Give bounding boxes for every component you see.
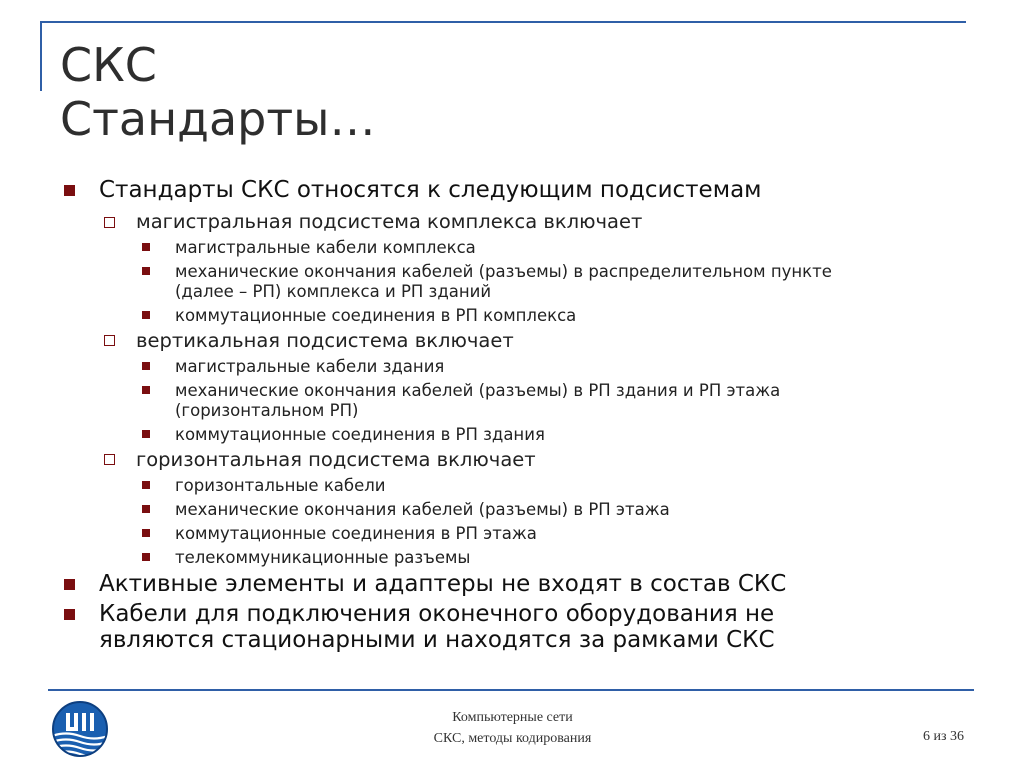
list-item: коммутационные соединения в РП комплекса	[175, 306, 577, 325]
list-item: коммутационные соединения в РП здания	[175, 425, 545, 444]
list-item-continuation: (горизонтальном РП)	[175, 401, 359, 420]
small-square-bullet-icon	[142, 386, 150, 394]
small-square-bullet-icon	[142, 553, 150, 561]
square-bullet-icon	[64, 185, 75, 196]
subsystem-label: горизонтальная подсистема включает	[136, 448, 536, 471]
small-square-bullet-icon	[142, 243, 150, 251]
list-item: магистральные кабели здания	[175, 357, 445, 376]
square-bullet-icon	[64, 579, 75, 590]
hollow-square-bullet-icon	[104, 217, 115, 228]
list-item: механические окончания кабелей (разъемы) в распределительном пункте	[175, 262, 832, 281]
list-item-continuation: (далее – РП) комплекса и РП зданий	[175, 282, 492, 301]
small-square-bullet-icon	[142, 362, 150, 370]
bullet-text-continuation: являются стационарными и находятся за рамками СКС	[99, 627, 775, 653]
title-line-2: Стандарты…	[60, 92, 376, 146]
university-logo-icon	[50, 700, 110, 758]
list-item: коммутационные соединения в РП этажа	[175, 524, 537, 543]
footer-line-1: Компьютерные сети	[452, 710, 573, 725]
bullet-text: Стандарты СКС относятся к следующим подсистемам	[99, 177, 762, 203]
bottom-rule	[48, 689, 974, 691]
small-square-bullet-icon	[142, 430, 150, 438]
footer-course-info	[380, 707, 645, 749]
list-item: механические окончания кабелей (разъемы) в РП этажа	[175, 500, 670, 519]
list-item: горизонтальные кабели	[175, 476, 386, 495]
list-item: магистральные кабели комплекса	[175, 238, 476, 257]
small-square-bullet-icon	[142, 529, 150, 537]
small-square-bullet-icon	[142, 481, 150, 489]
list-item: телекоммуникационные разъемы	[175, 548, 471, 567]
list-item: механические окончания кабелей (разъемы) в РП здания и РП этажа	[175, 381, 781, 400]
subsystem-label: магистральная подсистема комплекса включает	[136, 210, 643, 233]
small-square-bullet-icon	[142, 267, 150, 275]
small-square-bullet-icon	[142, 505, 150, 513]
small-square-bullet-icon	[142, 311, 150, 319]
page-number: 6 из 36	[922, 729, 964, 744]
bullet-text: Кабели для подключения оконечного оборудования не	[99, 601, 775, 627]
hollow-square-bullet-icon	[104, 454, 115, 465]
square-bullet-icon	[64, 609, 75, 620]
bullet-text: Активные элементы и адаптеры не входят в состав СКС	[99, 571, 787, 597]
hollow-square-bullet-icon	[104, 335, 115, 346]
title-line-1: СКС	[60, 38, 157, 92]
subsystem-label: вертикальная подсистема включает	[136, 329, 514, 352]
footer-line-2: СКС, методы кодирования	[433, 731, 592, 746]
